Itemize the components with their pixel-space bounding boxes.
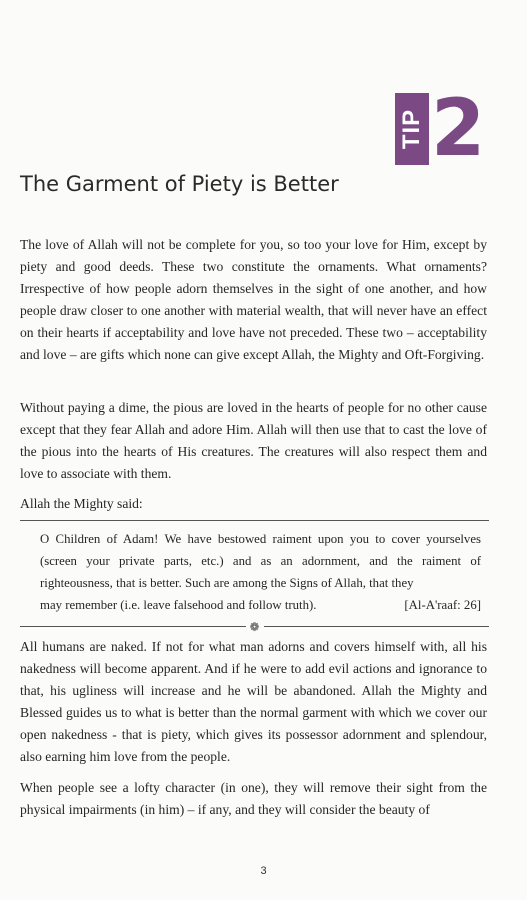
paragraph-3: Allah the Mighty said: (20, 496, 143, 511)
paragraph-1: The love of Allah will not be complete for you, so too your love for Him, except by piety and good deeds. These two constitute the ornaments. What ornaments? Irrespective of how people adorn themselves in the sight of one another, and how people draw closer to one another with material wealth, that will never have an effect on their hearts if acceptability and love have not preceded. These two – acceptability and love – are gifts which none can give except Allah, the Mighty and Oft-Forgiving. (20, 237, 487, 362)
paragraph-5: When people see a lofty character (in one), they will remove their sight from the physical impairments (in him) – if any, and they will consider the beauty of (20, 780, 487, 817)
quote-text (20, 521, 489, 616)
page-number: 3 (260, 865, 267, 877)
quote-bottom-rule (20, 620, 489, 634)
paragraph-2: Without paying a dime, the pious are loved in the hearts of people for no other cause except that they fear Allah and adore Him. Allah will then use that to cast the love of the pious into the hearts of His creatures. The creatures will also respect them and love to associate with them. (20, 400, 487, 481)
page-title: The Garment of Piety is Better (20, 172, 339, 196)
quote-text-last: may remember (i.e. leave falsehood and follow truth). (40, 598, 317, 612)
quran-quote-block (20, 520, 489, 634)
flower-ornament-icon: ❁ (245, 620, 263, 634)
tip-number: 2 (431, 84, 486, 174)
tip-badge (395, 84, 486, 174)
quote-reference: [Al-A'raaf: 26] (404, 598, 481, 612)
quote-last-line (40, 594, 481, 616)
tip-label: TIP (398, 108, 425, 150)
tip-label-box (395, 93, 429, 165)
paragraph-4: All humans are naked. If not for what man adorns and covers himself with, all his nakedness will become apparent. And if he were to add evil actions and ignorance to that, his ugliness will increase and he will be abandoned. Allah the Mighty and Blessed guides us to what is better than the normal garment with which we cover our open nakedness - that is piety, which gives its possessor adornment and splendour, also earning him love from the people. (20, 639, 487, 764)
quote-text-main: O Children of Adam! We have bestowed raiment upon you to cover yourselves (screen your private parts, etc.) and as an adornment, and the raiment of righteousness, that is better. Such are among the Signs of Allah, that they (40, 532, 481, 590)
